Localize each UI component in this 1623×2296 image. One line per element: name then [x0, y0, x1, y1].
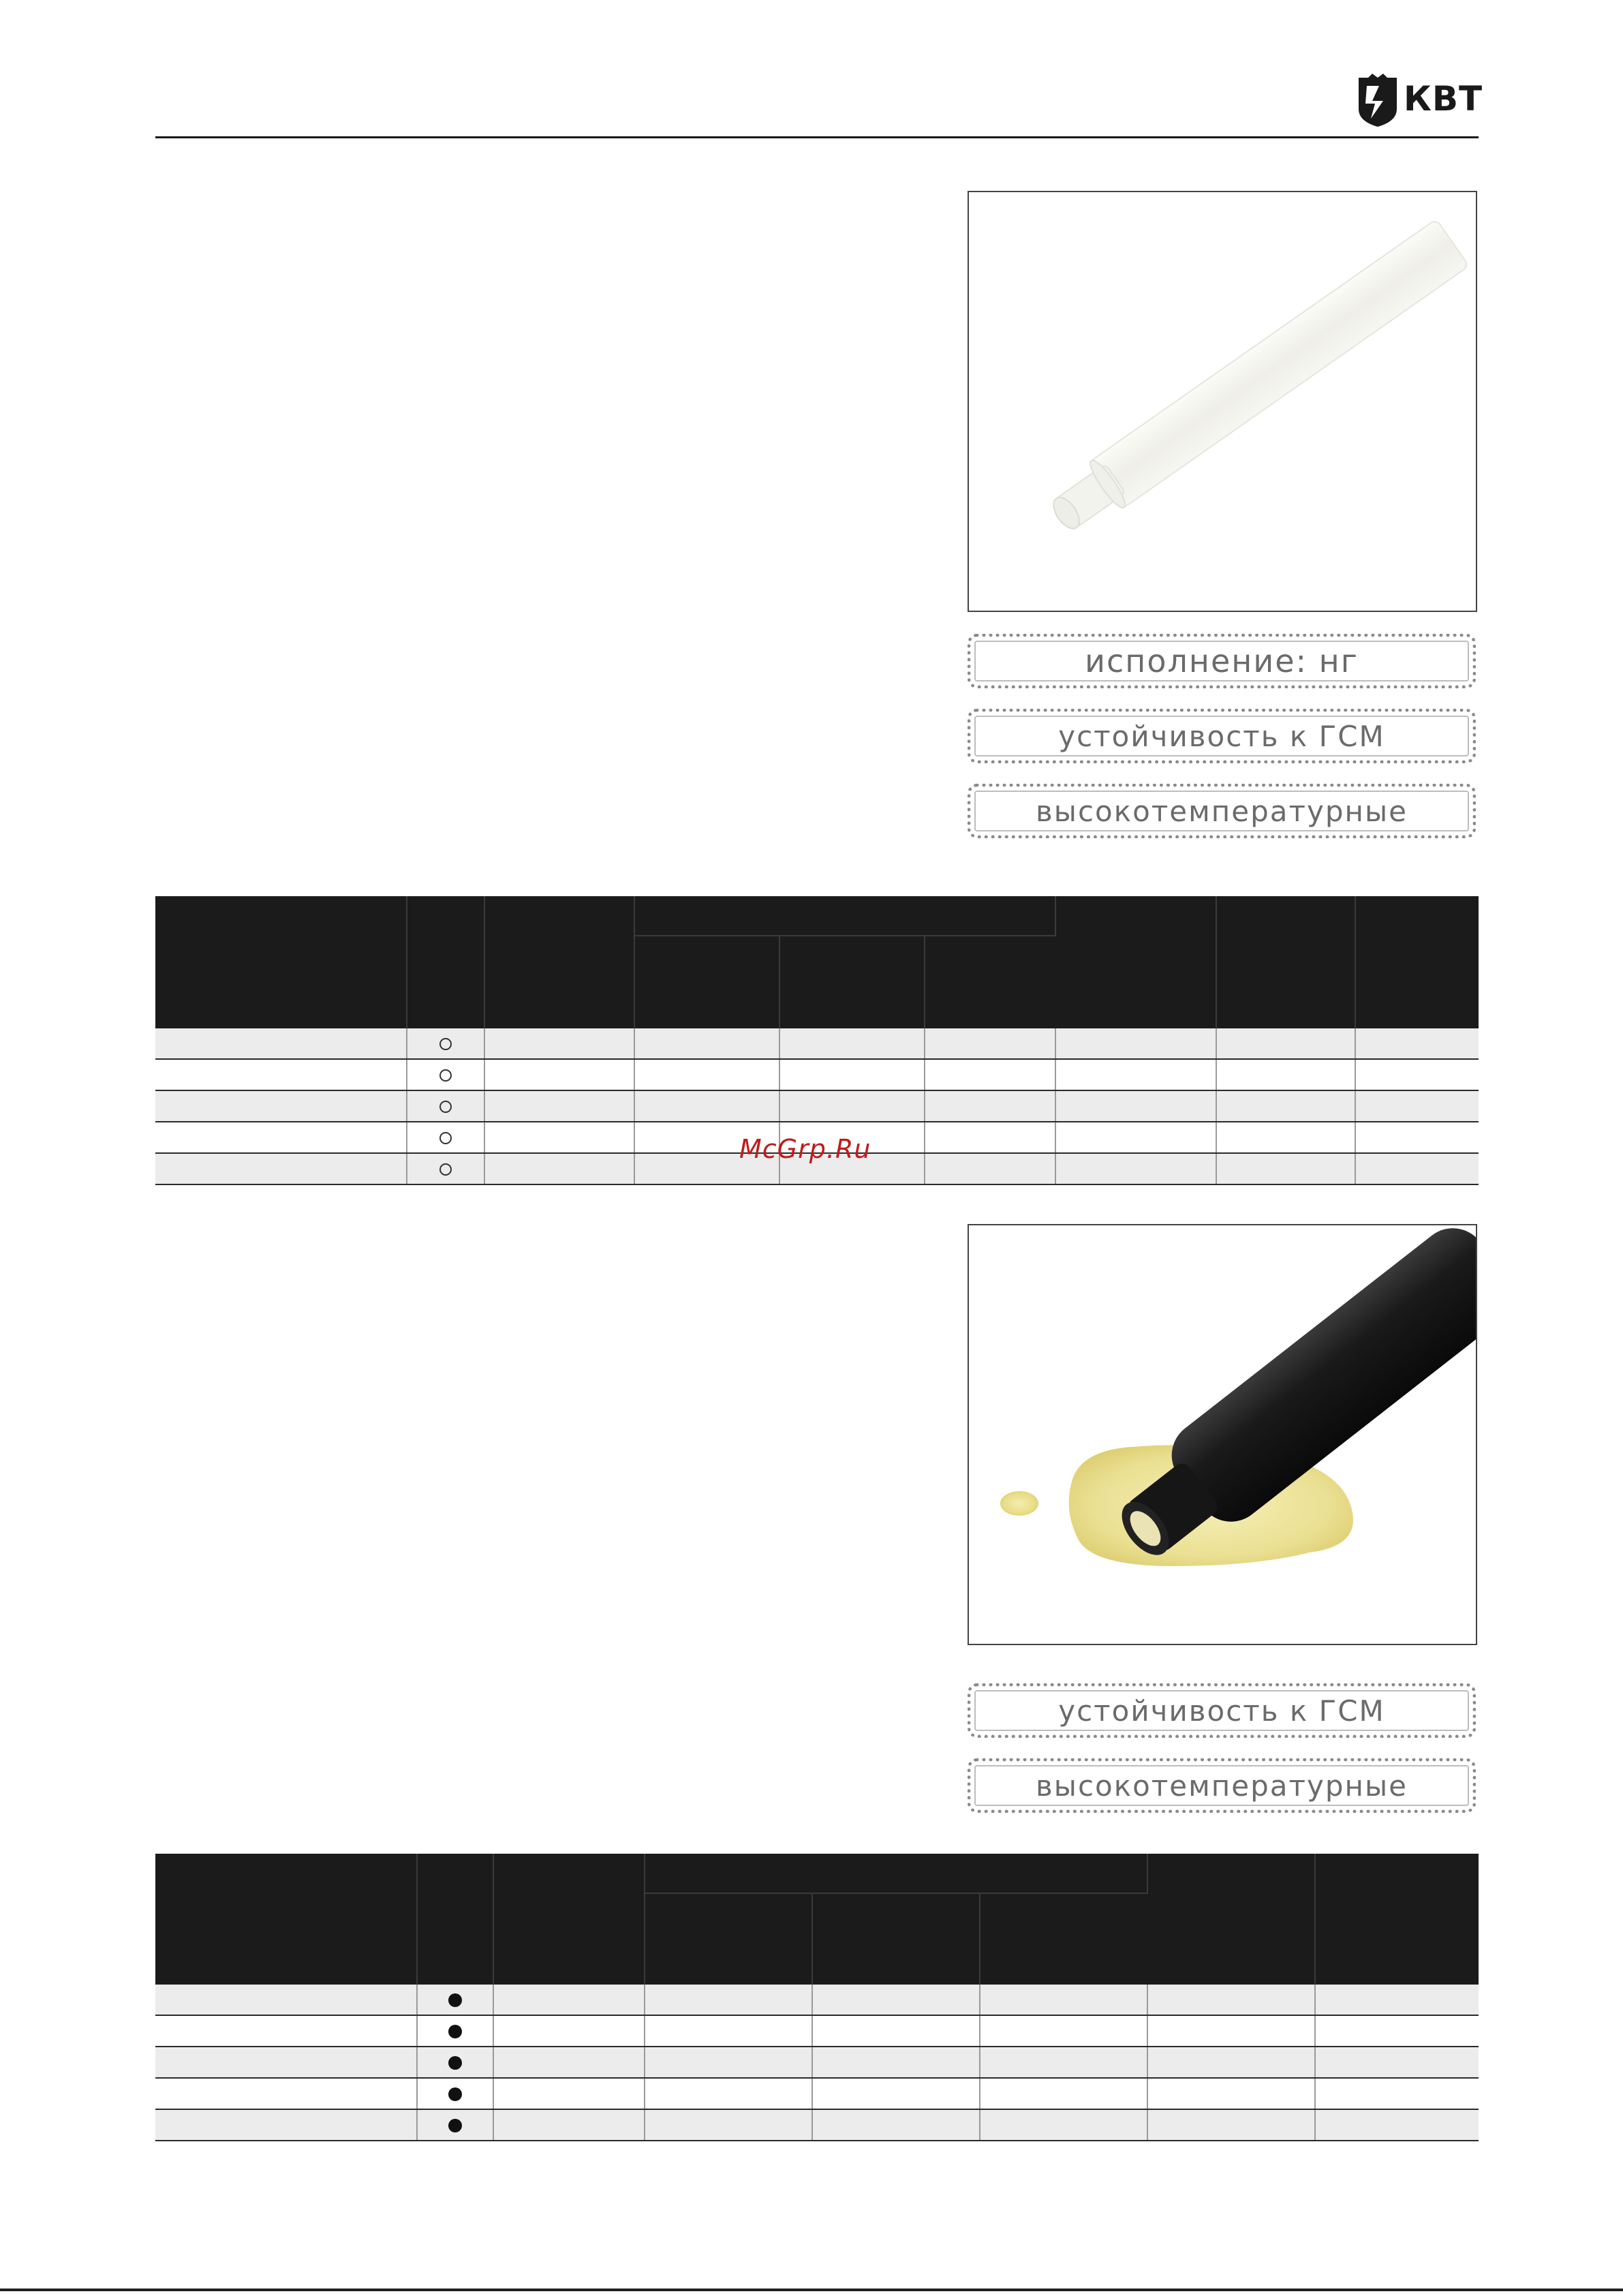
header-subcell: [925, 936, 1055, 1028]
header-cell: [1147, 1854, 1315, 1985]
header-cell: [1055, 896, 1216, 1028]
header-subcell: [779, 936, 925, 1028]
header-cell: [155, 896, 407, 1028]
footer-divider: [0, 2289, 1623, 2291]
badge-fuel-resistant-2: устойчивость к ГСМ: [968, 1683, 1476, 1738]
table-row: [155, 2078, 1479, 2109]
header-divider: [155, 136, 1479, 138]
header-subcell: [980, 1893, 1147, 1985]
header-subcell: [812, 1893, 980, 1985]
product-photo-black-tube-oil: [968, 1224, 1477, 1645]
table-row: [155, 1059, 1479, 1090]
header-cell: [484, 896, 634, 1028]
badge-high-temperature: высокотемпературные: [968, 784, 1476, 838]
filled-circle-icon: [448, 2025, 462, 2038]
product-photo-transparent-tube: [968, 191, 1477, 612]
table-row: [155, 1090, 1479, 1122]
badge-fuel-resistant: устойчивость к ГСМ: [968, 709, 1476, 763]
brand-logo: [1356, 74, 1483, 128]
table-row: [155, 1985, 1479, 2015]
open-circle-icon: [439, 1101, 452, 1113]
table-row: [155, 2047, 1479, 2078]
table-row: [155, 2015, 1479, 2047]
open-circle-icon: [439, 1163, 452, 1176]
badge-flame-retardant: исполнение: нг: [968, 634, 1476, 688]
filled-circle-icon: [448, 2119, 462, 2132]
filled-circle-icon: [448, 2056, 462, 2070]
header-cell: [407, 896, 484, 1028]
brand-name: КВТ: [1404, 79, 1483, 119]
header-subcell: [645, 1893, 812, 1985]
filled-circle-icon: [448, 1993, 462, 2007]
open-circle-icon: [439, 1069, 452, 1082]
header-cell: [493, 1854, 645, 1985]
header-subcell: [634, 936, 779, 1028]
filled-circle-icon: [448, 2087, 462, 2101]
table-row: [155, 1028, 1479, 1059]
open-circle-icon: [439, 1132, 452, 1144]
header-cell: [1315, 1854, 1479, 1985]
header-group-cell: [634, 896, 1055, 936]
shield-logo-icon: [1356, 74, 1400, 128]
header-cell: [155, 1854, 417, 1985]
badge-high-temperature-2: высокотемпературные: [968, 1758, 1476, 1813]
table-row: [155, 2109, 1479, 2141]
header-cell: [1355, 896, 1479, 1028]
header-cell: [417, 1854, 493, 1985]
open-circle-icon: [439, 1038, 452, 1050]
watermark-text: McGrp.Ru: [739, 1134, 871, 1164]
header-cell: [1216, 896, 1355, 1028]
header-group-cell: [645, 1854, 1147, 1893]
spec-table-2: [155, 1854, 1479, 2141]
